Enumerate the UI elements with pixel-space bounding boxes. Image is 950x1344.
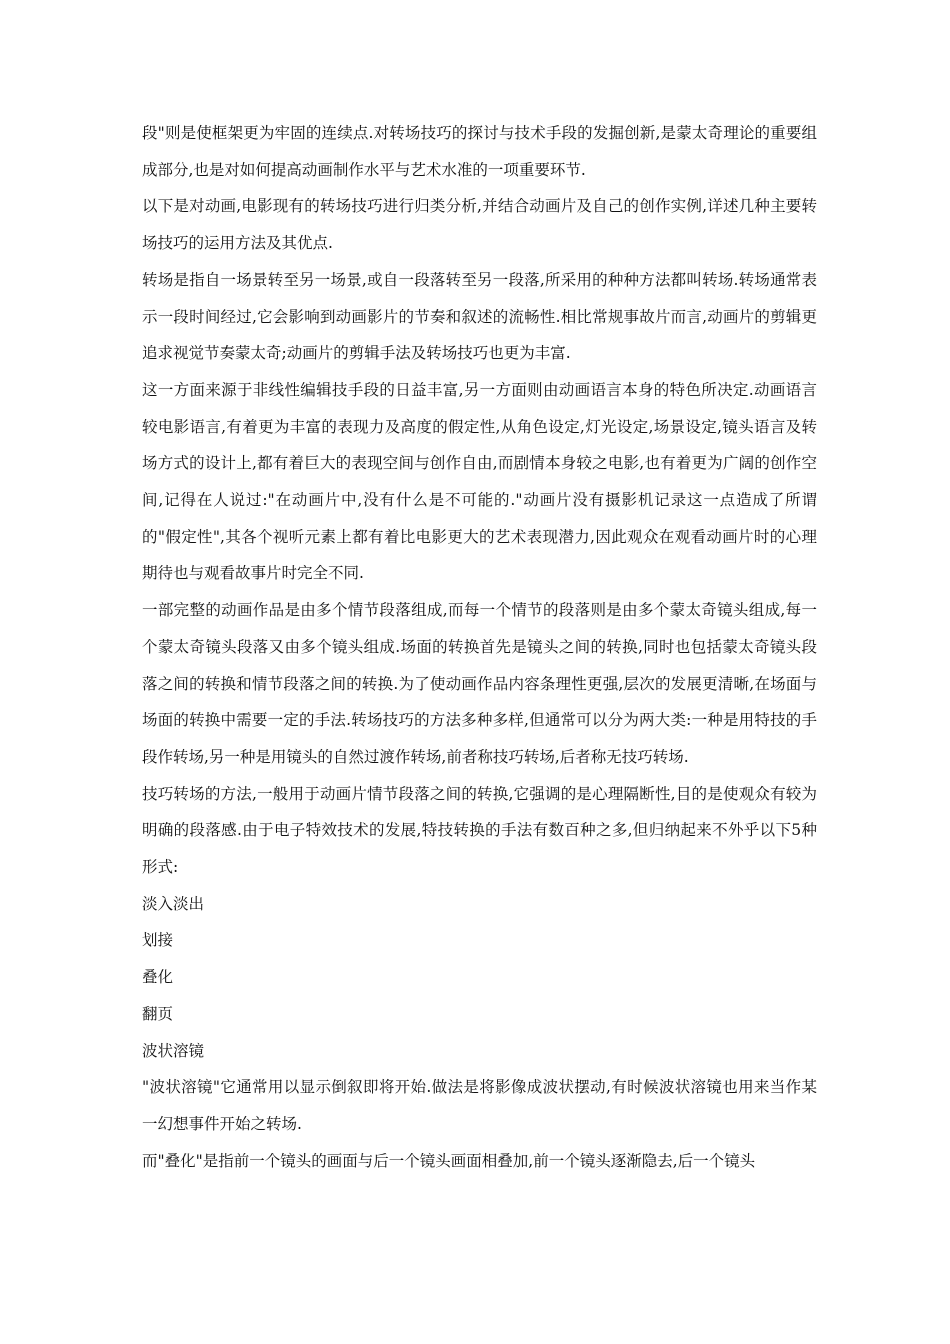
body-paragraph: 这一方面来源于非线性编辑技手段的日益丰富,另一方面则由动画语言本身的特色所决定.动画语言较电影语言,有着更为丰富的表现力及高度的假定性,从角色设定,灯光设定,场景设定,镜头语言及转场方式的设计上,都有着巨大的表现空间与创作自由,而剧情本身较之电影,也有着更为广阔的创作空间,记得在人说过:"在动画片中,没有什么是不可能的."动画片没有摄影机记录这一点造成了所谓的"假定性",其各个视听元素上都有着比电影更大的艺术表现潜力,因此观众在观看动画片时的心理期待也与观看故事片时完全不同. [142, 380, 817, 583]
list-item: 翻页 [142, 1004, 174, 1023]
body-paragraph: 一部完整的动画作品是由多个情节段落组成,而每一个情节的段落则是由多个蒙太奇镜头组成,每一个蒙太奇镜头段落又由多个镜头组成.场面的转换首先是镜头之间的转换,同时也包括蒙太奇镜头段落之间的转换和情节段落之间的转换.为了使动画作品内容条理性更强,层次的发展更清晰,在场面与场面的转换中需要一定的手法.转场技巧的方法多种多样,但通常可以分为两大类:一种是用特技的手段作转场,另一种是用镜头的自然过渡作转场,前者称技巧转场,后者称无技巧转场. [142, 601, 817, 766]
body-paragraph: 以下是对动画,电影现有的转场技巧进行归类分析,并结合动画片及自己的创作实例,详述几种主要转场技巧的运用方法及其优点. [142, 197, 817, 253]
list-item: 淡入淡出 [142, 894, 205, 913]
body-paragraph: "波状溶镜"它通常用以显示倒叙即将开始.做法是将影像成波状摆动,有时候波状溶镜也用来当作某一幻想事件开始之转场. [142, 1078, 817, 1133]
body-paragraph: 段"则是使框架更为牢固的连续点.对转场技巧的探讨与技术手段的发掘创新,是蒙太奇理论的重要组成部分,也是对如何提高动画制作水平与艺术水准的一项重要环节. [142, 124, 817, 179]
body-paragraph: 转场是指自一场景转至另一场景,或自一段落转至另一段落,所采用的种种方法都叫转场.转场通常表示一段时间经过,它会影响到动画影片的节奏和叙述的流畅性.相比常规事故片而言,动画片的剪辑更追求视觉节奏蒙太奇;动画片的剪辑手法及转场技巧也更为丰富. [142, 270, 817, 363]
body-paragraph: 而"叠化"是指前一个镜头的画面与后一个镜头画面相叠加,前一个镜头逐渐隐去,后一个镜头 [142, 1151, 756, 1170]
body-paragraph: 技巧转场的方法,一般用于动画片情节段落之间的转换,它强调的是心理隔断性,目的是使观众有较为明确的段落感.由于电子特效技术的发展,特技转换的手法有数百种之多,但归纳起来不外乎以下5种形式: [142, 784, 817, 877]
list-item: 波状溶镜 [142, 1041, 205, 1060]
list-item: 划接 [142, 931, 174, 950]
document-page [142, 115, 817, 1179]
list-item: 叠化 [142, 968, 174, 987]
